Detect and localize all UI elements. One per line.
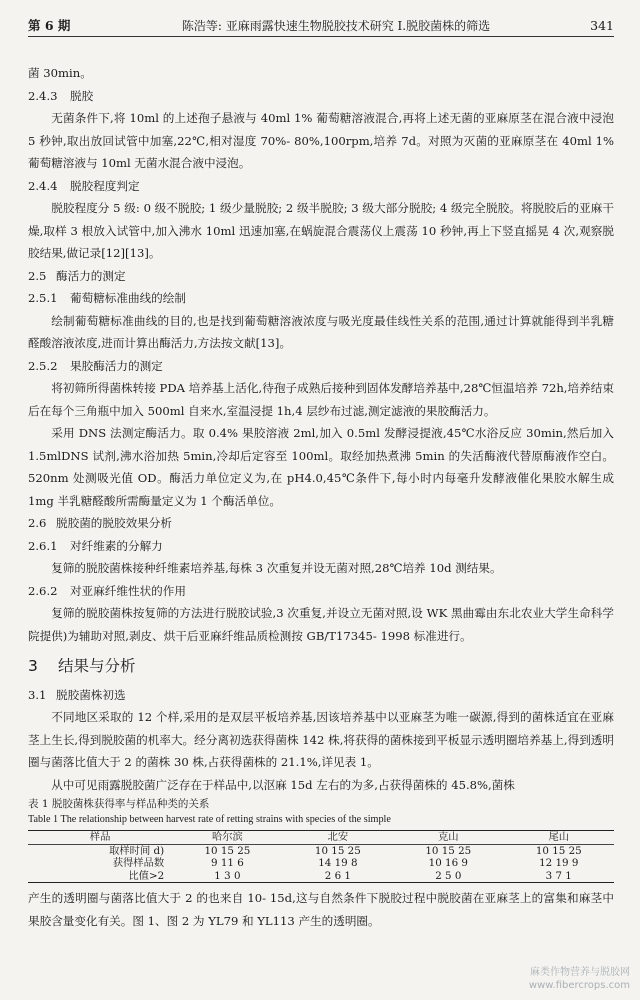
section-2-5-1-text: 绘制葡萄糖标准曲线的目的,也是找到葡萄糖溶液浓度与吸光度最佳线性关系的范围,通过计算就能得到半乳糖醛酸溶液浓度,进而计算出酶活力,方法按文献[13]。	[28, 313, 614, 350]
section-number: 2.6	[28, 516, 47, 530]
section-2-5-2-heading	[28, 355, 614, 378]
table-cell: 14 19 8	[318, 857, 358, 869]
section-3-heading	[28, 655, 614, 678]
table-header-cell: 北安	[283, 831, 393, 845]
section-2-5-1-heading	[28, 287, 614, 310]
table-header-cell: 样品	[28, 831, 172, 845]
section-3-1-text-2: 从中可见雨露脱胶菌广泛存在于样品中,以沤麻 15d 左右的为多,占获得菌株的 45.8%,菌株	[51, 777, 515, 792]
table-header-cell: 尾山	[504, 831, 614, 845]
section-title: 脱胶菌的脱胶效果分析	[56, 516, 172, 530]
section-number: 2.5	[28, 268, 47, 283]
section-2-6-heading	[28, 512, 614, 535]
site-watermark	[529, 966, 630, 992]
watermark-line-2: www.fibercrops.com	[528, 980, 630, 991]
section-title: 脱胶程度判定	[70, 178, 140, 193]
table-row	[28, 844, 614, 857]
section-title: 对亚麻纤维性状的作用	[70, 583, 186, 598]
section-3-1-text-3: 产生的透明圈与菌落比值大于 2 的也来自 10- 15d,这与自然条件下脱胶过程中脱胶菌在亚麻茎上的富集和麻茎中果胶含量变化有关。图 1、图 2 为 YL79 和 YL113 产生的透明圈。	[28, 891, 614, 928]
table-cell: 10 15 25	[425, 844, 472, 857]
table-cell: 9 11 6	[211, 857, 244, 869]
section-number: 2.6.2	[28, 583, 58, 598]
table-1-caption-en: Table 1 The relationship between harvest rate of retting strains with species of the simple	[28, 814, 391, 825]
section-2-5-2-text-2: 采用 DNS 法测定酶活力。取 0.4% 果胶溶液 2ml,加入 0.5ml 发酵浸提液,45℃水浴反应 30min,然后加入 1.5mlDNS 试剂,沸水浴加热 5min,冷却后定容至 100ml。取经加热煮沸 5min 的失活酶液代替原酶液作空白。520nm 处测吸光值 OD。酶活力单位定义为,在 pH4.0,45℃条件下,每小时内每毫升发酵液催化果胶水解生成 1mg 半乳糖醛酸所需酶量定义为 1 个酶活单位。	[28, 426, 614, 508]
section-number: 2.4.4	[28, 178, 58, 193]
table-cell: 1 3 0	[214, 869, 241, 882]
table-1	[28, 830, 614, 883]
section-2-4-4-heading	[28, 175, 614, 198]
section-3-1-text-1: 不同地区采取的 12 个样,采用的是双层平板培养基,因该培养基中以亚麻茎为唯一碳源,得到的菌株适宜在亚麻茎上生长,得到脱胶菌的机率大。经分离初选获得菌株 142 株,将获得的菌株接到平板显示透明圈培养基上,得到透明圈与菌落比值大于 2 的菌株 30 株,占获得菌株的 21.1%,详见表 1。	[28, 710, 614, 769]
page-number: 341	[590, 17, 614, 33]
section-title: 酶活力的测定	[56, 268, 126, 283]
table-cell: 10 15 25	[204, 844, 251, 857]
section-number: 2.6.1	[28, 538, 58, 553]
section-2-5-2-text-1: 将初筛所得菌株转接 PDA 培养基上活化,待孢子成熟后接种到固体发酵培养基中,28℃恒温培养 72h,培养结束后在每个三角瓶中加入 500ml 自来水,室温浸提 1h,4 层纱布过滤,测定滤液的果胶酶活力。	[28, 381, 614, 418]
section-title: 脱胶菌株初选	[56, 687, 126, 702]
section-2-6-2-text: 复筛的脱胶菌株按复筛的方法进行脱胶试验,3 次重复,并设立无菌对照,设 WK 黑曲霉由东北农业大学生命科学院提供)为辅助对照,剥皮、烘干后亚麻纤维品质检测按 GB/T17345- 1998 标准进行。	[28, 606, 614, 643]
section-number: 2.5.1	[28, 291, 58, 305]
table-row-label: 获得样品数	[112, 857, 165, 869]
section-title: 脱胶	[70, 88, 94, 103]
page-body	[28, 62, 614, 932]
section-title: 葡萄糖标准曲线的绘制	[70, 291, 186, 305]
section-2-4-4-text: 脱胶程度分 5 级: 0 级不脱胶; 1 级少量脱胶; 2 级半脱胶; 3 级大部分脱胶; 4 级完全脱胶。将脱胶后的亚麻干燥,取样 3 根放入试管中,加入沸水 10ml 迅速加塞,在蜗旋混合震荡仪上震荡 10 秒钟,再上下竖直摇晃 4 次,观察脱胶结果,做记录[12][13]。	[28, 201, 614, 260]
table-header-cell: 克山	[393, 831, 503, 845]
table-row-label: 比值>2	[128, 869, 165, 882]
table-header-row	[28, 831, 614, 845]
table-row-label: 取样时间 d)	[109, 844, 165, 857]
section-title: 结果与分析	[58, 657, 136, 675]
running-header	[28, 14, 614, 37]
table-row	[28, 857, 614, 870]
section-2-5-heading	[28, 265, 614, 288]
running-title: 陈浩等: 亚麻雨露快速生物脱胶技术研究 Ⅰ.脱胶菌株的筛选	[181, 18, 491, 33]
section-number: 2.5.2	[28, 358, 58, 373]
section-title: 对纤维素的分解力	[70, 538, 163, 553]
section-2-4-3-heading	[28, 85, 614, 108]
section-2-6-1-text: 复筛的脱胶菌株接种纤维素培养基,每株 3 次重复并设无菌对照,28℃培养 10d 测结果。	[51, 561, 502, 575]
section-2-4-3-text: 无菌条件下,将 10ml 的上述孢子悬液与 40ml 1% 葡萄糖溶液混合,再将上述无菌的亚麻原茎在混合液中浸泡 5 秒钟,取出放回试管中加塞,22℃,相对湿度 70%- 80%,100rpm,培养 7d。对照为灭菌的亚麻原茎在 40ml 1% 葡萄糖溶液与 10ml 无菌水混合液中浸泡。	[28, 111, 614, 170]
section-number: 3	[28, 657, 38, 675]
section-number: 2.4.3	[28, 88, 58, 103]
issue-number: 第 6 期	[28, 18, 71, 33]
table-cell: 3 7 1	[545, 869, 572, 882]
table-1-caption-cn: 表 1 脱胶菌株获得率与样品种类的关系	[28, 798, 210, 810]
table-cell: 12 19 9	[539, 857, 579, 869]
section-title: 果胶酶活力的测定	[70, 358, 163, 373]
watermark-line-1: 麻类作物营养与脱胶网	[530, 967, 630, 978]
table-cell: 2 5 0	[435, 869, 462, 882]
table-cell: 2 6 1	[324, 869, 351, 882]
section-2-6-2-heading	[28, 580, 614, 603]
table-cell: 10 15 25	[314, 844, 361, 857]
table-cell: 10 16 9	[428, 857, 468, 869]
section-number: 3.1	[28, 687, 47, 702]
table-header-cell: 哈尔滨	[172, 831, 282, 845]
table-row	[28, 870, 614, 883]
table-cell: 10 15 25	[535, 844, 582, 857]
section-2-6-1-heading	[28, 535, 614, 558]
intro-line: 菌 30min。	[28, 66, 92, 80]
section-3-1-heading	[28, 684, 614, 707]
